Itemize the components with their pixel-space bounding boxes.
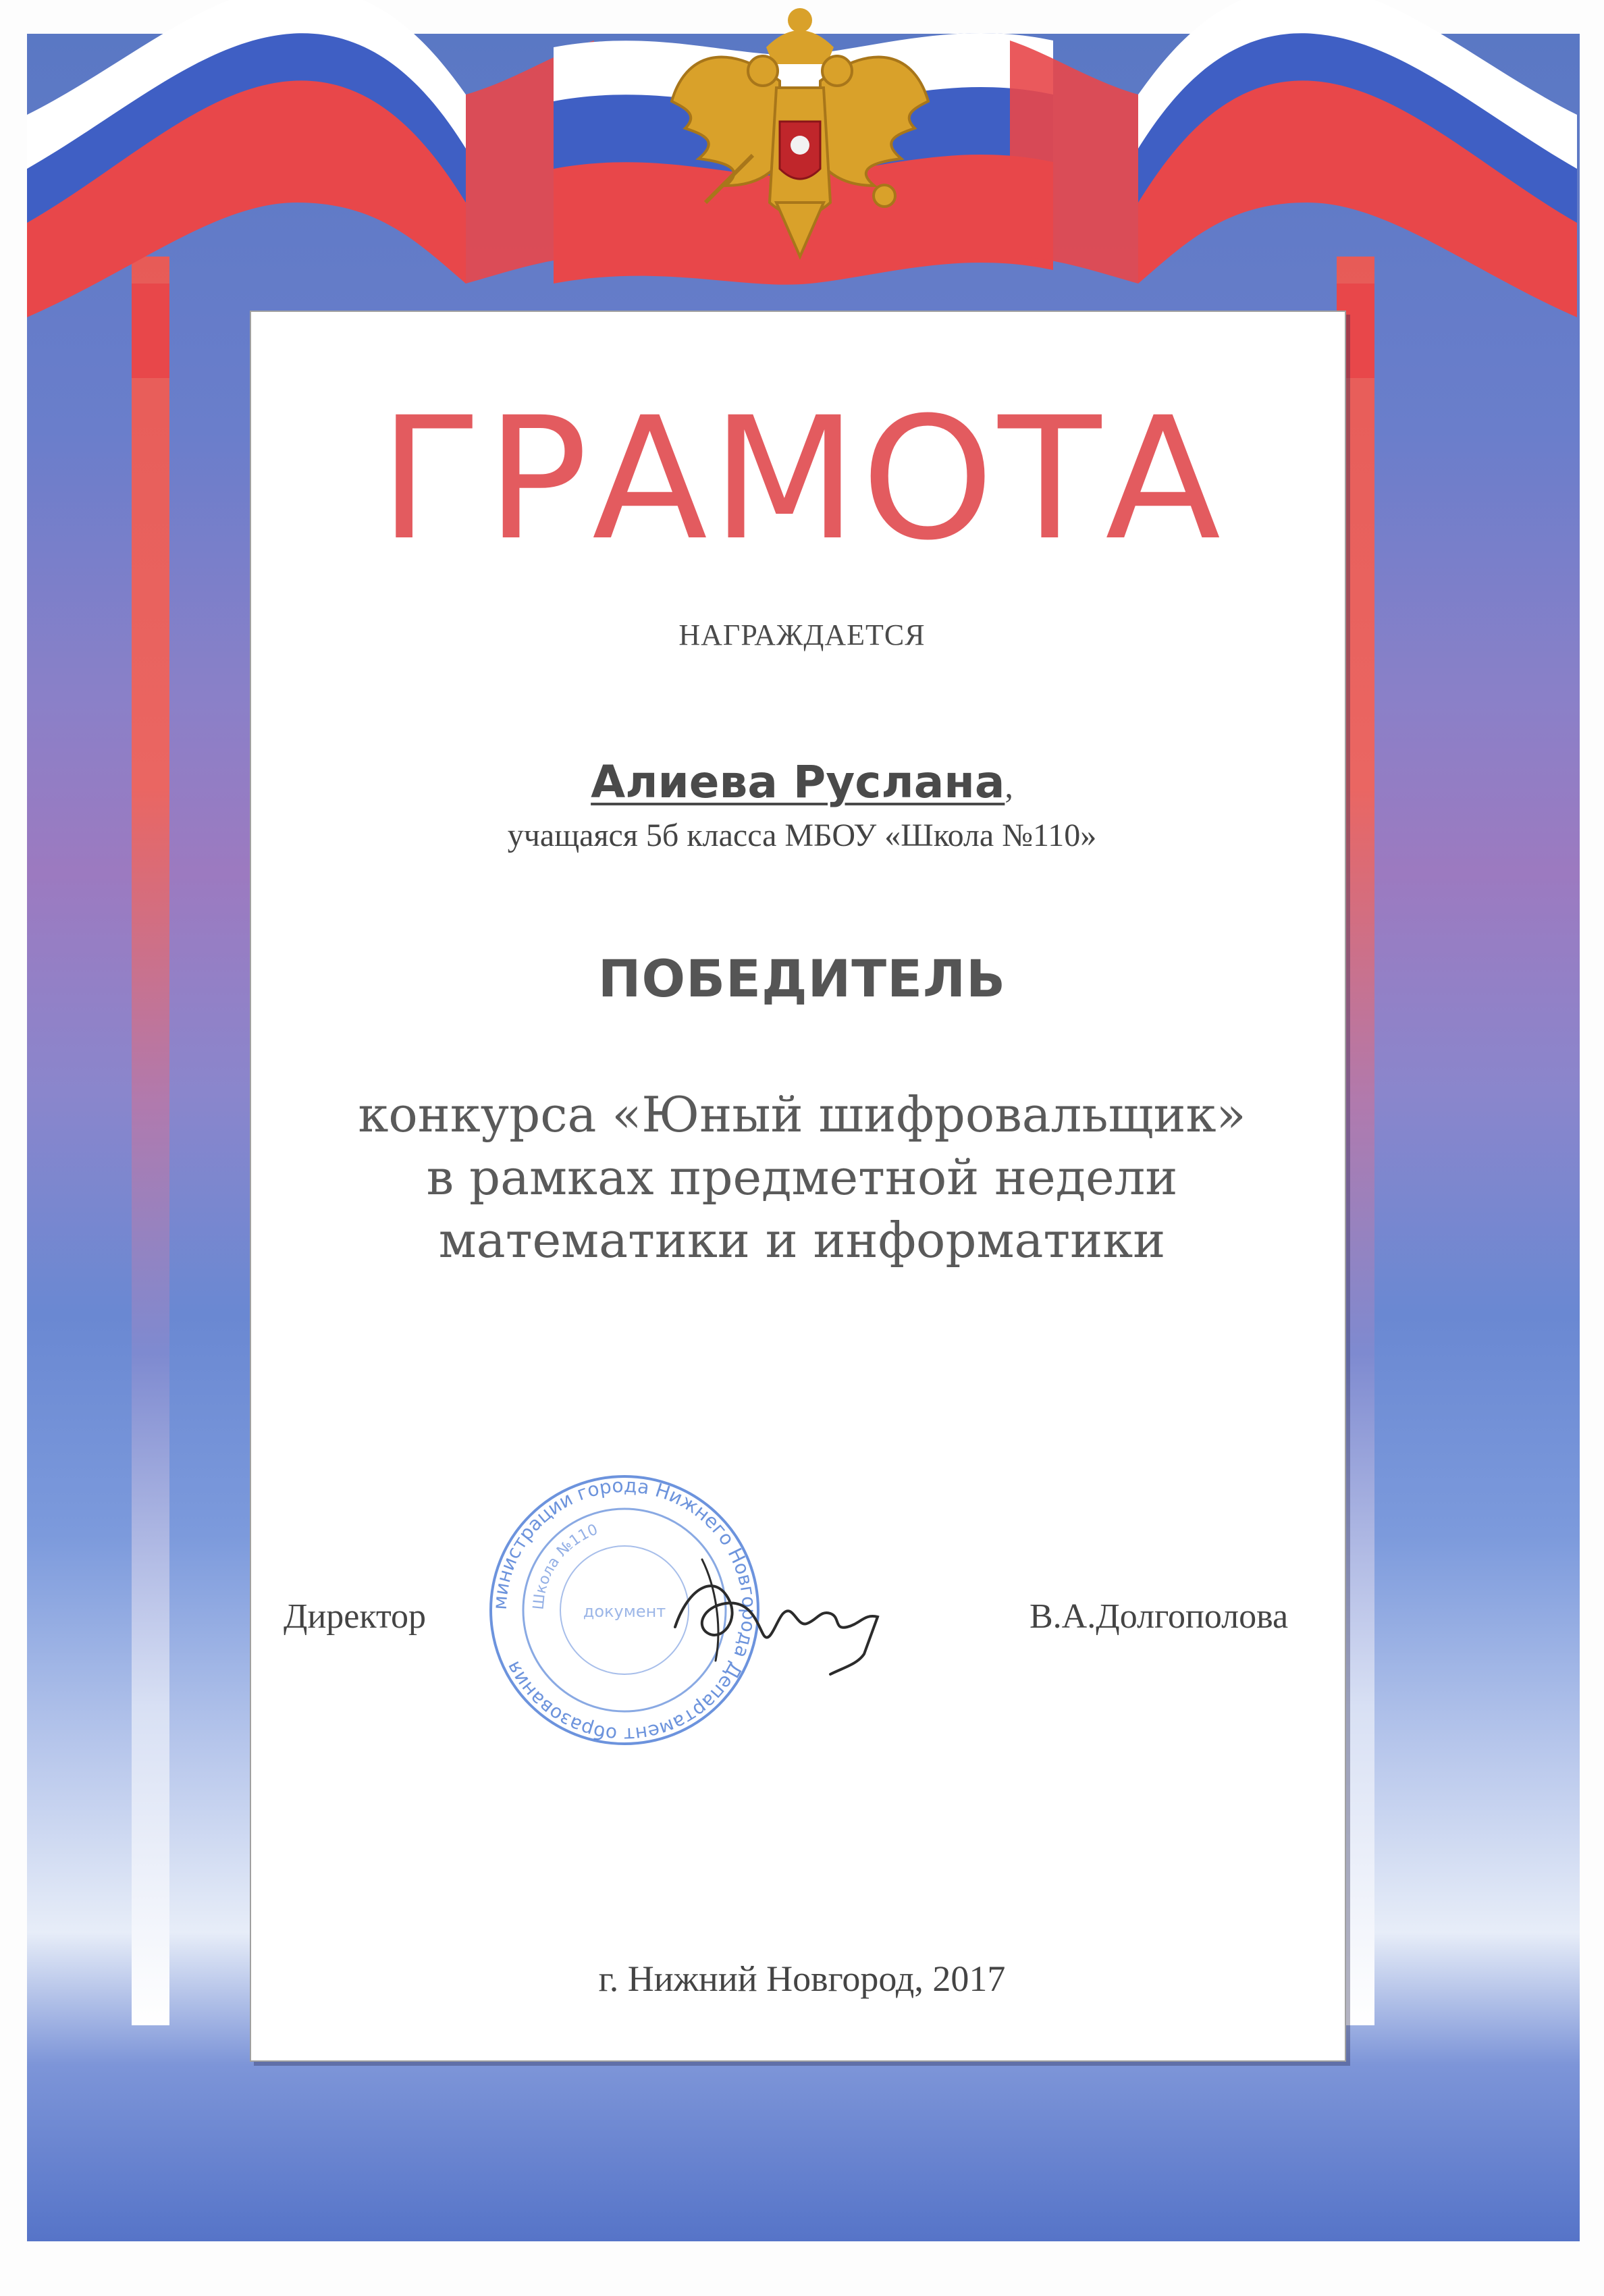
director-name: В.А.Долгополова: [1030, 1597, 1289, 1636]
contest-line-3: математики и информатики: [438, 1212, 1166, 1269]
stamp-center-text: документ: [583, 1602, 666, 1621]
certificate-title: ГРАМОТА: [379, 381, 1225, 577]
recipient-name: Алиева Руслана: [591, 756, 1005, 808]
left-ribbon: [27, 0, 594, 317]
place-and-date: г. Нижний Новгород, 2017: [598, 1958, 1006, 1999]
recipient-line: [0, 756, 1604, 808]
contest-line-2: в рамках предметной недели: [426, 1149, 1178, 1206]
contest-line-1: конкурса «Юный шифровальщик»: [358, 1086, 1246, 1143]
svg-text:Школа №110: [531, 1521, 601, 1610]
handwritten-signature-icon: [662, 1546, 891, 1681]
awarded-label: НАГРАЖДАЕТСЯ: [678, 618, 926, 651]
recipient-comma: ,: [1005, 767, 1013, 805]
contest-description: [0, 1084, 1604, 1272]
right-ribbon: [1010, 0, 1577, 317]
student-info: учащаяся 5б класса МБОУ «Школа №110»: [507, 818, 1097, 853]
director-label: Директор: [284, 1597, 426, 1636]
stamp-outer-text: министрации города Нижнего Новгорода Департамент образования: [488, 1474, 761, 1746]
achievement-title: ПОБЕДИТЕЛЬ: [597, 949, 1007, 1009]
stamp-inner-text: Школа №110: [530, 1521, 601, 1611]
double-headed-eagle-emblem-icon: [645, 0, 955, 311]
